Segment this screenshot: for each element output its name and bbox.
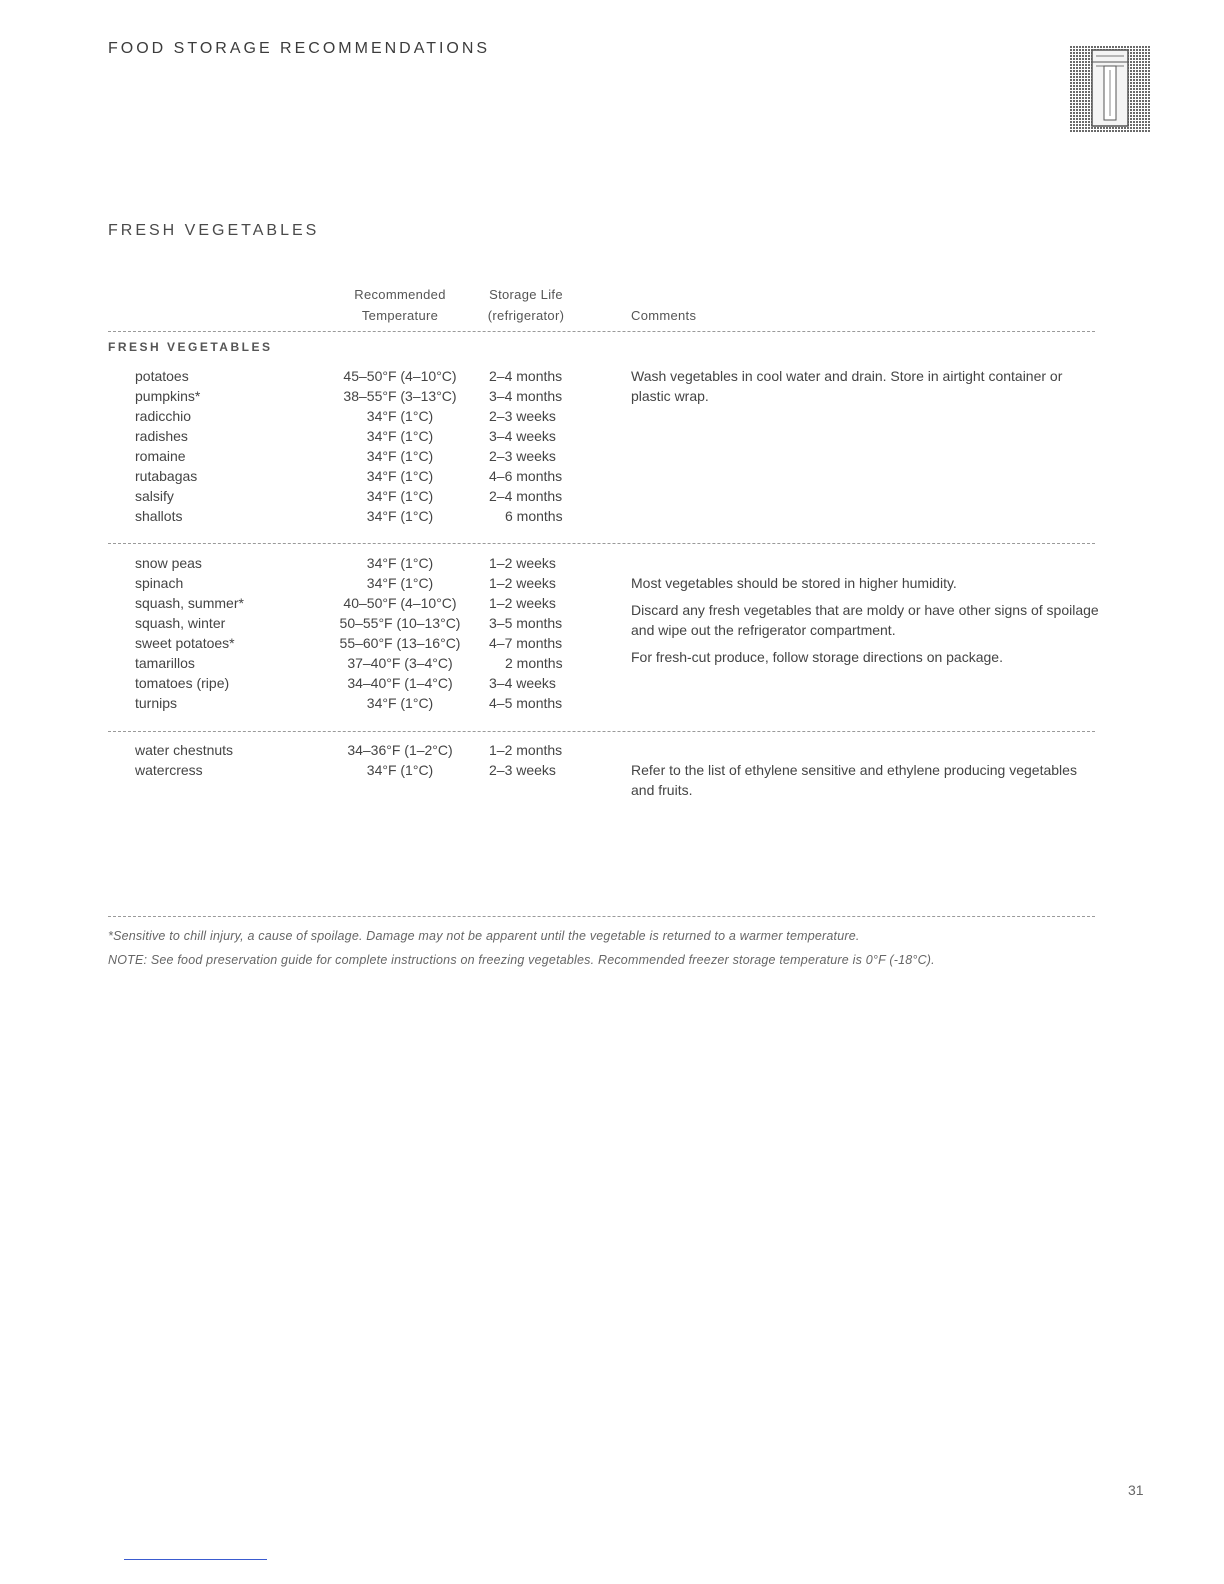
vegetable-name: rutabagas — [135, 468, 198, 484]
footnote-chill-injury: *Sensitive to chill injury, a cause of spoilage. Damage may not be apparent until the vegetable is returned to a warmer temperature. — [108, 929, 860, 943]
vegetable-name: water chestnuts — [135, 742, 234, 758]
vegetable-name: squash, winter — [135, 615, 226, 631]
storage-life: 2–4 months — [489, 368, 563, 384]
vegetable-name: tomatoes (ripe) — [135, 675, 230, 691]
vegetable-name: potatoes — [135, 368, 189, 384]
column-header-line: Recommended — [354, 287, 446, 302]
vegetable-name: radicchio — [135, 408, 192, 424]
vegetable-name: squash, summer* — [135, 595, 244, 611]
table-row — [0, 673, 1224, 693]
vegetable-name: shallots — [135, 508, 183, 524]
column-header-comments: Comments — [631, 308, 697, 323]
vegetable-name: snow peas — [135, 555, 202, 571]
recommended-temperature: 34°F (1°C) — [366, 508, 434, 524]
vegetable-name: radishes — [135, 428, 188, 444]
group-label: FRESH VEGETABLES — [108, 340, 273, 354]
vegetable-name: watercress — [135, 762, 203, 778]
table-divider — [108, 331, 1095, 332]
comment-text: Refer to the list of ethylene sensitive and ethylene producing vegetables and fruits. — [631, 762, 1077, 798]
storage-life: 6 months — [505, 508, 563, 524]
storage-life: 2–3 weeks — [489, 762, 556, 778]
storage-life: 1–2 weeks — [489, 595, 556, 611]
recommended-temperature: 34°F (1°C) — [366, 468, 434, 484]
recommended-temperature: 34°F (1°C) — [366, 428, 434, 444]
recommended-temperature: 40–50°F (4–10°C) — [343, 595, 457, 611]
storage-life: 3–4 weeks — [489, 675, 556, 691]
storage-life: 4–6 months — [489, 468, 563, 484]
vegetable-name: spinach — [135, 575, 184, 591]
table-row — [0, 466, 1224, 486]
table-row — [0, 506, 1224, 526]
storage-life: 2 months — [505, 655, 563, 671]
storage-life: 4–7 months — [489, 635, 563, 651]
recommended-temperature: 34°F (1°C) — [366, 488, 434, 504]
bottom-link-underline[interactable] — [124, 1559, 267, 1560]
vegetable-name: salsify — [135, 488, 174, 504]
recommended-temperature: 38–55°F (3–13°C) — [343, 388, 457, 404]
table-row — [0, 486, 1224, 506]
recommended-temperature: 34°F (1°C) — [366, 448, 434, 464]
column-header-line: (refrigerator) — [487, 308, 565, 323]
column-header-storage-life — [456, 284, 596, 326]
vegetable-name: sweet potatoes* — [135, 635, 235, 651]
table-row — [0, 426, 1224, 446]
comment-text: For fresh-cut produce, follow storage directions on package. — [631, 649, 1003, 665]
table-divider — [108, 543, 1095, 544]
recommended-temperature: 50–55°F (10–13°C) — [339, 615, 461, 631]
recommended-temperature: 45–50°F (4–10°C) — [343, 368, 457, 384]
table-row — [0, 693, 1224, 713]
table-row — [0, 553, 1224, 573]
footnote-note: NOTE: See food preservation guide for complete instructions on freezing vegetables. Recommended freezer storage temperature is 0°F (-18°C). — [108, 953, 935, 967]
recommended-temperature: 55–60°F (13–16°C) — [339, 635, 461, 651]
recommended-temperature: 34°F (1°C) — [366, 575, 434, 591]
vegetable-name: romaine — [135, 448, 186, 464]
page-header: FOOD STORAGE RECOMMENDATIONS — [108, 40, 491, 57]
vegetable-name: turnips — [135, 695, 178, 711]
page-number: 31 — [1128, 1482, 1144, 1498]
storage-life: 3–5 months — [489, 615, 563, 631]
recommended-temperature: 34°F (1°C) — [366, 408, 434, 424]
comment-text: Most vegetables should be stored in higher humidity. — [631, 575, 957, 591]
table-divider — [108, 731, 1095, 732]
storage-life: 2–3 weeks — [489, 408, 556, 424]
refrigerator-icon — [1070, 46, 1150, 132]
section-title: FRESH VEGETABLES — [108, 222, 320, 239]
storage-life: 1–2 weeks — [489, 575, 556, 591]
recommended-temperature: 34°F (1°C) — [366, 762, 434, 778]
storage-life: 2–4 months — [489, 488, 563, 504]
storage-life: 1–2 weeks — [489, 555, 556, 571]
table-row — [0, 740, 1224, 760]
recommended-temperature: 37–40°F (3–4°C) — [347, 655, 453, 671]
table-row — [0, 446, 1224, 466]
recommended-temperature: 34°F (1°C) — [366, 555, 434, 571]
comment-text: Discard any fresh vegetables that are moldy or have other signs of spoilage and wipe out the refrigerator compartment. — [631, 602, 1099, 638]
storage-life: 3–4 weeks — [489, 428, 556, 444]
footnote-divider — [108, 916, 1095, 917]
storage-life: 2–3 weeks — [489, 448, 556, 464]
table-row — [0, 406, 1224, 426]
recommended-temperature: 34°F (1°C) — [366, 695, 434, 711]
vegetable-name: pumpkins* — [135, 388, 201, 404]
column-header-line: Storage Life — [489, 287, 563, 302]
vegetable-name: tamarillos — [135, 655, 195, 671]
recommended-temperature: 34–36°F (1–2°C) — [347, 742, 453, 758]
storage-life: 3–4 months — [489, 388, 563, 404]
recommended-temperature: 34–40°F (1–4°C) — [347, 675, 453, 691]
comment-text: Wash vegetables in cool water and drain. Store in airtight container or plastic wrap. — [631, 368, 1063, 404]
storage-life: 4–5 months — [489, 695, 563, 711]
storage-life: 1–2 months — [489, 742, 563, 758]
column-header-line: Temperature — [361, 308, 439, 323]
